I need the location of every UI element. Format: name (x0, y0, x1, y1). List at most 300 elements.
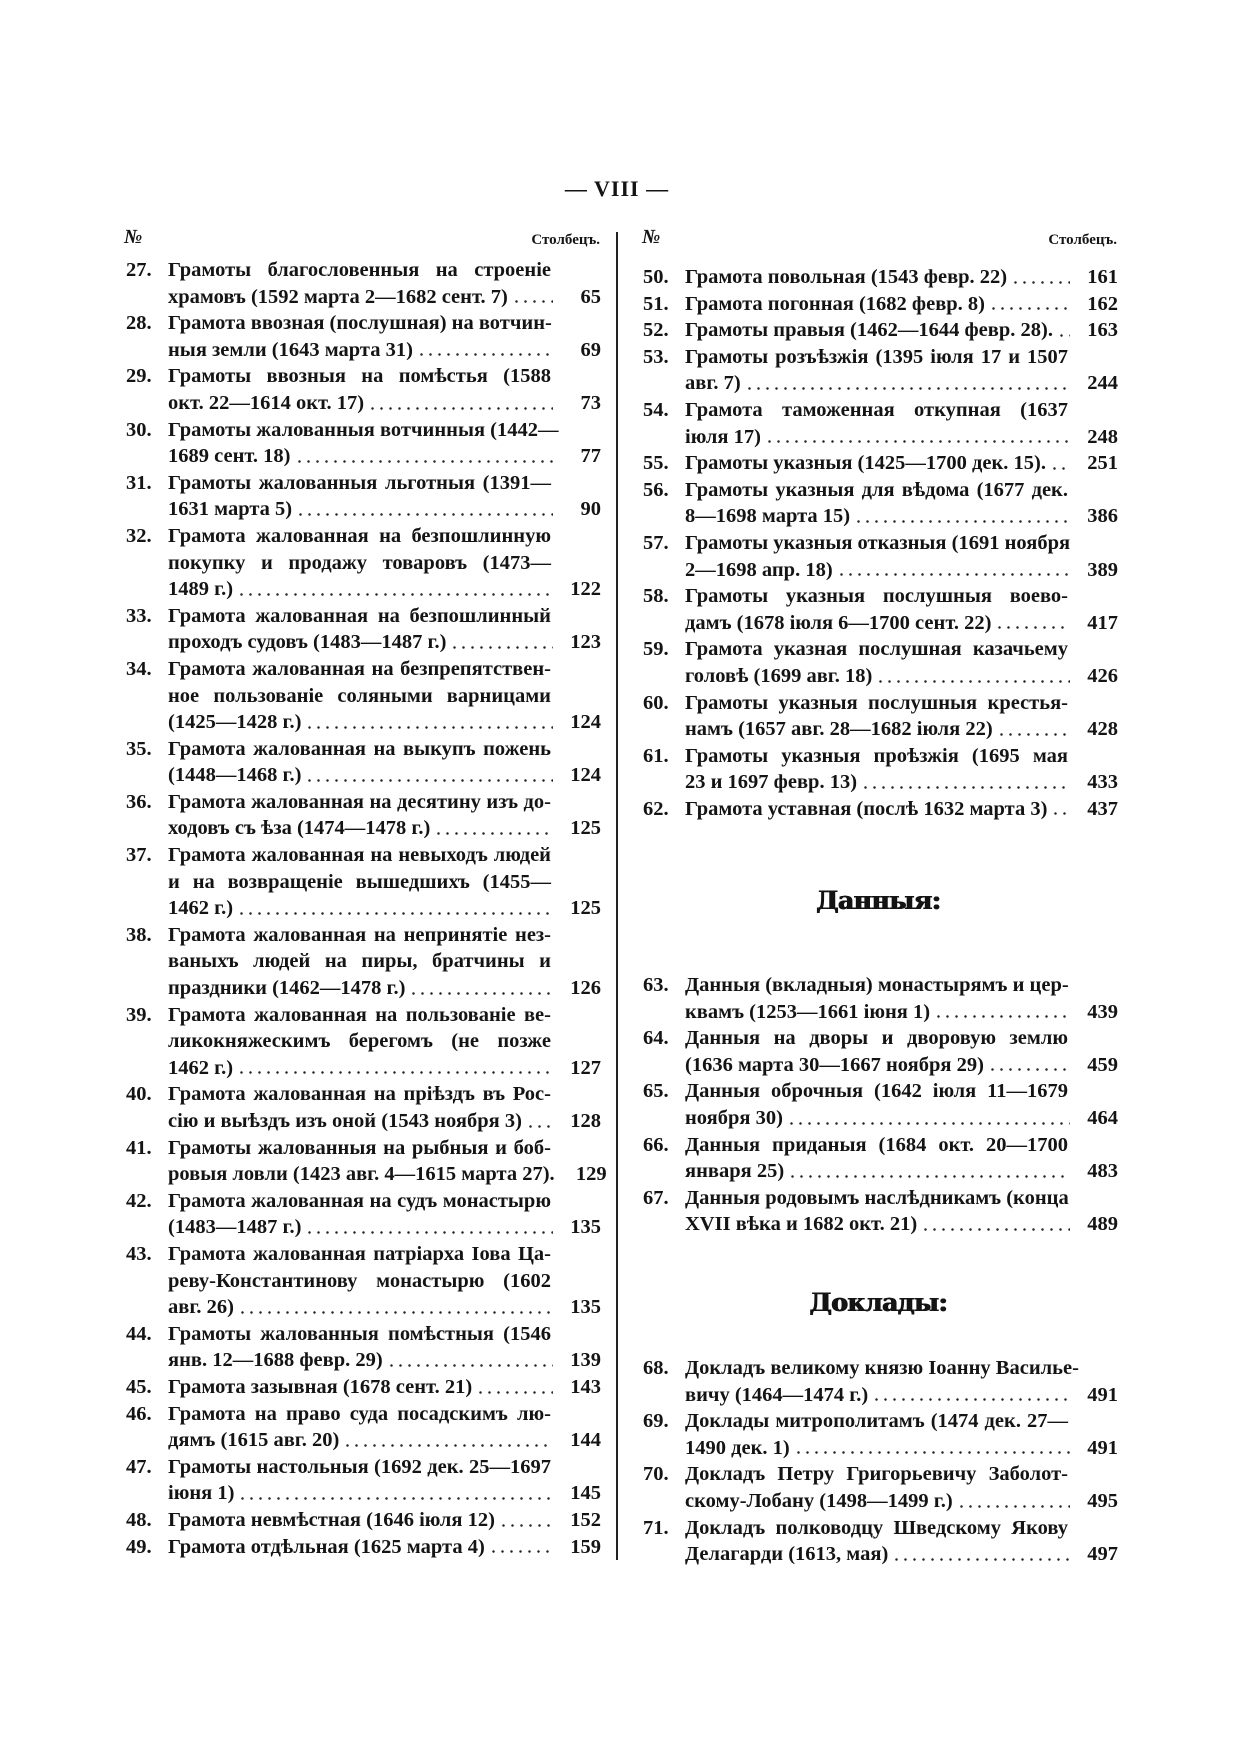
entry-number: 64. (643, 1027, 669, 1050)
entry-body (168, 1454, 601, 1507)
entry-line: Грамоты жалованныя на рыбныя и боб- (168, 1136, 551, 1159)
column-number: 163 (1087, 319, 1118, 342)
entry-line: Докладъ Петру Григорьевичу Заболот- (685, 1463, 1068, 1486)
toc-entry (643, 344, 1118, 397)
entry-line: Грамоты настольныя (1692 дек. 25—1697 (168, 1455, 551, 1478)
column-number: 497 (1087, 1543, 1118, 1566)
entry-last-line (168, 762, 601, 789)
dot-leader (305, 709, 553, 736)
entry-body (685, 972, 1118, 1025)
entry-body (168, 310, 601, 363)
entry-line: ровыя ловли (1423 авг. 4—1615 марта 27). (168, 1163, 555, 1186)
column-number: 128 (570, 1110, 601, 1132)
dot-leader (794, 1435, 1070, 1462)
entry-number: 42. (126, 1189, 152, 1212)
entry-last-line (168, 895, 601, 922)
toc-entry (126, 1401, 601, 1454)
dot-leader (526, 1108, 553, 1135)
entry-number: 67. (643, 1186, 669, 1209)
column-number: 483 (1087, 1160, 1118, 1183)
entry-line: (1483—1487 г.) (168, 1216, 302, 1239)
entry-line: Грамота повольная (1543 февр. 22) (685, 266, 1008, 288)
column-number: 139 (570, 1349, 601, 1372)
entry-body (168, 1374, 601, 1401)
column-number: 491 (1087, 1436, 1118, 1459)
column-number: 73 (580, 391, 601, 414)
entry-number: 36. (126, 790, 152, 813)
entry-number: 70. (643, 1463, 669, 1486)
entry-last-line (685, 317, 1118, 344)
entry-last-line (168, 709, 601, 736)
entry-last-line (685, 1105, 1118, 1132)
entry-line: и на возвращеніе вышедшихъ (1455— (168, 870, 551, 893)
column-number: 159 (570, 1535, 601, 1558)
dot-leader (512, 284, 553, 311)
entry-line: намъ (1657 авг. 28—1682 іюля 22) (685, 718, 993, 741)
entry-body (685, 690, 1118, 743)
toc-entry (126, 842, 601, 922)
entry-line: вичу (1464—1474 г.) (685, 1383, 869, 1406)
entry-line: 2—1698 апр. 18) (685, 558, 833, 581)
dot-leader (787, 1105, 1070, 1132)
entry-line: Грамота жалованная патріарха Іова Ца- (168, 1242, 551, 1265)
entry-line: ныя земли (1643 марта 31) (168, 338, 413, 361)
dot-leader (988, 1052, 1070, 1079)
toc-entry (126, 1081, 601, 1134)
dot-leader (1050, 450, 1070, 477)
entry-line: Грамота уставная (послѣ 1632 марта 3) (685, 797, 1048, 820)
entry-body (685, 743, 1118, 796)
column-number: 77 (580, 445, 601, 468)
section-heading-dannyya: Данныя: (816, 886, 941, 915)
entry-line: дамъ (1678 іюля 6—1700 сент. 22) (685, 611, 992, 634)
entry-last-line (168, 390, 601, 417)
number-sign-label: № (642, 226, 661, 248)
column-number: 135 (570, 1216, 601, 1239)
dot-leader (238, 1480, 553, 1507)
toc-entry (643, 583, 1118, 636)
column-number: 428 (1087, 718, 1118, 741)
toc-entry (126, 736, 601, 789)
entry-line: Грамота жалованная на пріѣздъ въ Рос- (168, 1083, 551, 1106)
entry-last-line (685, 291, 1118, 318)
dot-leader (876, 663, 1070, 690)
entry-last-line (685, 503, 1118, 530)
toc-entry (126, 310, 601, 363)
entry-body (685, 317, 1118, 344)
dot-leader (837, 557, 1070, 584)
entry-number: 51. (643, 292, 669, 315)
entry-line: авг. 7) (685, 372, 741, 395)
dot-leader (238, 1294, 553, 1321)
entry-last-line (168, 1534, 601, 1561)
entry-body (168, 1321, 601, 1374)
entry-line: 1689 сент. 18) (168, 445, 291, 468)
toc-entry (126, 417, 601, 470)
column-number: 69 (580, 338, 601, 361)
dot-leader (765, 424, 1070, 451)
column-number: 248 (1087, 425, 1118, 448)
entry-line: Грамота невмѣстная (1646 іюля 12) (168, 1508, 495, 1531)
entry-last-line (168, 1480, 601, 1507)
entry-line: сію и выѣздъ изъ оной (1543 ноября 3) (168, 1110, 522, 1132)
entry-body (168, 257, 601, 310)
toc-entry (643, 636, 1118, 689)
entry-body (685, 1185, 1118, 1238)
toc-entry (643, 450, 1118, 477)
toc-entry (643, 1515, 1118, 1568)
column-label: Столбецъ. (1048, 232, 1117, 248)
dot-leader (854, 503, 1070, 530)
dot-leader (450, 629, 553, 656)
toc-entry (126, 1374, 601, 1401)
entry-body (685, 1515, 1118, 1568)
toc-entry (126, 1507, 601, 1534)
entry-body (168, 603, 601, 656)
entry-last-line (685, 769, 1118, 796)
entry-line: Грамота жалованная на непринятіе нез- (168, 923, 551, 946)
entry-line: праздники (1462—1478 г.) (168, 977, 406, 1000)
toc-entry (126, 257, 601, 310)
column-number: 426 (1087, 664, 1118, 687)
entry-last-line (168, 496, 601, 523)
toc-entry (643, 1185, 1118, 1238)
entry-line: ваныхъ людей на пиры, братчины и (168, 950, 551, 973)
entry-number: 63. (643, 974, 669, 996)
entry-body (685, 1132, 1118, 1185)
column-number: 125 (570, 817, 601, 840)
toc-entry (643, 1025, 1118, 1078)
entry-last-line (685, 1211, 1118, 1238)
dot-leader (921, 1211, 1070, 1238)
entry-last-line (685, 1382, 1118, 1409)
entry-line: Грамота указная послушная казачьему (685, 638, 1068, 661)
column-number: 152 (570, 1508, 601, 1531)
entry-last-line (685, 424, 1118, 451)
entry-last-line (685, 663, 1118, 690)
entry-number: 34. (126, 657, 152, 680)
entry-body (685, 1355, 1118, 1408)
entry-body (685, 344, 1118, 397)
toc-entry (643, 1132, 1118, 1185)
column-number: 389 (1087, 558, 1118, 581)
entry-line: дямъ (1615 авг. 20) (168, 1429, 340, 1452)
toc-entry (643, 1408, 1118, 1461)
column-number: 90 (580, 498, 601, 521)
column-number: 124 (570, 711, 601, 734)
column-number: 144 (570, 1429, 601, 1452)
toc-entry (126, 1188, 601, 1241)
entry-number: 69. (643, 1410, 669, 1433)
entry-number: 35. (126, 737, 152, 760)
toc-entry (126, 470, 601, 523)
column-number: 464 (1087, 1106, 1118, 1129)
entry-last-line (685, 999, 1118, 1026)
entry-last-line (685, 1488, 1118, 1515)
entry-number: 31. (126, 471, 152, 494)
entry-line: 1462 г.) (168, 1056, 234, 1079)
entry-body (168, 417, 601, 470)
column-number: 145 (570, 1482, 601, 1505)
entry-line: Грамоты указныя (1425—1700 дек. 15). (685, 452, 1046, 475)
entry-line: 1490 дек. 1) (685, 1436, 790, 1459)
left-entry-list (126, 257, 607, 1560)
entry-line: Грамота таможенная откупная (1637 (685, 398, 1068, 421)
toc-entry (643, 690, 1118, 743)
entry-number: 40. (126, 1083, 152, 1106)
entry-line: Грамота погонная (1682 февр. 8) (685, 292, 986, 315)
entry-last-line (168, 1055, 601, 1082)
dot-leader (305, 762, 553, 789)
entry-line: авг. 26) (168, 1296, 234, 1319)
toc-entry (126, 1321, 601, 1374)
entry-body (168, 363, 601, 416)
dot-leader (499, 1507, 553, 1534)
entry-number: 28. (126, 312, 152, 335)
toc-entry (643, 796, 1118, 823)
entry-number: 48. (126, 1508, 152, 1531)
dot-leader (788, 1158, 1070, 1185)
entry-number: 45. (126, 1375, 152, 1398)
entry-last-line (168, 1294, 601, 1321)
entry-body (685, 583, 1118, 636)
toc-entry (126, 1002, 601, 1082)
entry-last-line (685, 1052, 1118, 1079)
entry-number: 65. (643, 1080, 669, 1103)
dot-leader (295, 443, 554, 470)
entry-number: 58. (643, 585, 669, 608)
entry-line: Грамоты указныя послушныя крестья- (685, 691, 1068, 714)
entry-body (685, 264, 1118, 291)
entry-line: Грамота жалованная на безпошлинный (168, 604, 551, 627)
entry-number: 66. (643, 1133, 669, 1156)
entry-body (685, 477, 1118, 530)
column-number: 129 (575, 1163, 607, 1186)
entry-number: 71. (643, 1516, 669, 1539)
entry-line: Грамоты правыя (1462—1644 февр. 28). (685, 319, 1053, 342)
toc-entry (643, 972, 1118, 1025)
dot-leader (387, 1347, 553, 1374)
column-number: 127 (570, 1056, 601, 1079)
entry-last-line (168, 576, 601, 603)
column-number: 489 (1087, 1213, 1118, 1236)
column-number: 161 (1087, 266, 1118, 288)
entry-number: 27. (126, 259, 152, 281)
column-number: 417 (1087, 611, 1118, 634)
entry-body (685, 291, 1118, 318)
entry-line: Грамоты указныя послушныя воево- (685, 585, 1068, 608)
entry-number: 56. (643, 478, 669, 501)
toc-entry (643, 477, 1118, 530)
entry-line: Грамота жалованная на пользованіе ве- (168, 1003, 551, 1026)
toc-entry (126, 1135, 607, 1188)
entry-body (168, 1534, 601, 1561)
dot-leader (409, 975, 553, 1002)
entry-line: Грамоты розъѣзжія (1395 іюля 17 и 1507 (685, 345, 1068, 368)
entry-body (168, 523, 601, 603)
entry-number: 68. (643, 1357, 669, 1379)
entry-last-line (168, 815, 601, 842)
toc-entry (643, 1078, 1118, 1131)
toc-entry (126, 603, 601, 656)
entry-body (685, 450, 1118, 477)
entry-number: 32. (126, 524, 152, 547)
entry-number: 53. (643, 345, 669, 368)
column-number: 126 (570, 977, 601, 1000)
entry-last-line (168, 1347, 601, 1374)
entry-line: Грамота жалованная на невыходъ людей (168, 844, 551, 867)
toc-entry (643, 397, 1118, 450)
entry-line: Грамоты указныя отказныя (1691 ноября (685, 531, 1071, 554)
entry-line: ноября 30) (685, 1106, 783, 1129)
dot-leader (745, 370, 1070, 397)
toc-entry (643, 264, 1118, 291)
entry-line: января 25) (685, 1160, 785, 1183)
column-number: 244 (1087, 372, 1118, 395)
entry-line: (1448—1468 г.) (168, 764, 302, 787)
entry-last-line (168, 1108, 601, 1135)
entry-body (685, 1025, 1118, 1078)
entry-line: Грамоты ввозныя на помѣстья (1588 (168, 365, 551, 388)
entry-line: проходъ судовъ (1483—1487 г.) (168, 631, 447, 654)
dot-leader (489, 1534, 553, 1561)
entry-body (168, 470, 601, 523)
entry-body (685, 1408, 1118, 1461)
toc-entry (126, 523, 601, 603)
section-heading-doklady: Доклады: (809, 1288, 948, 1317)
column-number: 459 (1087, 1053, 1118, 1076)
entry-number: 47. (126, 1455, 152, 1478)
entry-body (168, 1135, 607, 1188)
entry-number: 29. (126, 365, 152, 388)
entry-line: ходовъ съ ѣза (1474—1478 г.) (168, 817, 431, 840)
entry-last-line (685, 557, 1118, 584)
entry-line: Грамота жалованная на выкупъ пожень (168, 737, 551, 760)
column-number: 437 (1087, 797, 1118, 820)
entry-number: 59. (643, 638, 669, 661)
entry-body (168, 1241, 601, 1321)
column-number: 433 (1087, 771, 1118, 794)
entry-number: 50. (643, 266, 669, 288)
entry-last-line (685, 1435, 1118, 1462)
left-column-header (124, 226, 600, 254)
column-number: 491 (1087, 1383, 1118, 1406)
entry-body (685, 636, 1118, 689)
dot-leader (237, 1055, 553, 1082)
entry-body (685, 530, 1118, 583)
entry-last-line (168, 1161, 607, 1188)
entry-last-line (168, 1214, 601, 1241)
column-number: 65 (580, 285, 601, 308)
entry-number: 60. (643, 691, 669, 714)
entry-last-line (168, 443, 601, 470)
number-sign-label: № (124, 226, 143, 248)
column-label: Столбецъ. (531, 232, 600, 248)
entry-body (168, 656, 601, 736)
entry-last-line (685, 370, 1118, 397)
toc-entry (126, 1454, 601, 1507)
page-number: — VIII — (564, 176, 670, 201)
dot-leader (343, 1427, 553, 1454)
column-number: 251 (1087, 452, 1118, 475)
entry-last-line (168, 284, 601, 311)
entry-line: храмовъ (1592 марта 2—1682 сент. 7) (168, 285, 508, 308)
entry-body (168, 922, 601, 1002)
entry-line: головѣ (1699 авг. 18) (685, 664, 873, 687)
entry-line: Грамоты указныя проѣзжія (1695 мая (685, 744, 1068, 767)
entry-body (168, 1188, 601, 1241)
entry-line: окт. 22—1614 окт. 17) (168, 391, 365, 414)
entry-number: 52. (643, 319, 669, 342)
entry-body (168, 789, 601, 842)
entry-line: Доклады митрополитамъ (1474 дек. 27— (685, 1410, 1068, 1433)
toc-entry (126, 1534, 601, 1561)
entry-line: ное пользованіе соляными варницами (168, 684, 551, 707)
entry-line: іюля 17) (685, 425, 761, 448)
entry-line: (1425—1428 г.) (168, 711, 302, 734)
column-number: 135 (570, 1296, 601, 1319)
entry-line: Грамота зазывная (1678 сент. 21) (168, 1375, 473, 1398)
column-number: 162 (1087, 292, 1118, 315)
entry-last-line (168, 1374, 601, 1401)
entry-line: Грамота на право суда посадскимъ лю- (168, 1402, 551, 1425)
entry-line: Грамота жалованная на безпошлинную (168, 524, 551, 547)
dot-leader (368, 390, 553, 417)
entry-line: 1462 г.) (168, 897, 234, 920)
dot-leader (872, 1382, 1070, 1409)
entry-last-line (168, 1427, 601, 1454)
dot-leader (237, 895, 553, 922)
entry-line: Данныя оброчныя (1642 іюля 11—1679 (685, 1080, 1068, 1103)
entry-line: Грамота жалованная на безпрепятствен- (168, 657, 551, 680)
entry-line: Данныя на дворы и дворовую землю (685, 1027, 1068, 1050)
dot-leader (995, 610, 1070, 637)
entry-line: Грамоты благословенныя на строеніе (168, 259, 551, 281)
entry-last-line (168, 629, 601, 656)
column-number: 495 (1087, 1489, 1118, 1512)
column-divider (616, 232, 618, 1560)
dot-leader (934, 999, 1070, 1026)
column-number: 143 (570, 1375, 601, 1398)
toc-entry (643, 530, 1118, 583)
entry-line: ликокняжескимъ берегомъ (не позже (168, 1030, 551, 1053)
entry-last-line (168, 337, 601, 364)
entry-number: 54. (643, 398, 669, 421)
toc-entry (643, 743, 1118, 796)
right-entry-list (643, 264, 1118, 822)
entry-line: скому-Лобану (1498—1499 г.) (685, 1489, 953, 1512)
entry-line: покупку и продажу товаровъ (1473— (168, 551, 551, 574)
entry-line: 8—1698 марта 15) (685, 505, 851, 528)
dot-leader (305, 1214, 553, 1241)
dot-leader (476, 1374, 553, 1401)
entry-last-line (685, 716, 1118, 743)
entry-last-line (685, 1541, 1118, 1568)
entry-body (168, 1507, 601, 1534)
toc-entry (126, 789, 601, 842)
entry-line: Данныя родовымъ наслѣдникамъ (конца (685, 1186, 1069, 1209)
dot-leader (1057, 317, 1070, 344)
entry-number: 43. (126, 1242, 152, 1265)
column-number: 386 (1087, 505, 1118, 528)
entry-number: 44. (126, 1322, 152, 1345)
entry-line: Грамоты указныя для вѣдома (1677 дек. (685, 478, 1068, 501)
entry-line: Данныя приданыя (1684 окт. 20—1700 (685, 1133, 1068, 1156)
entry-line: Докладъ великому князю Іоанну Василье- (685, 1357, 1079, 1379)
entry-line: Делагарди (1613, мая) (685, 1543, 889, 1566)
entry-line: Докладъ полководцу Шведскому Якову (685, 1516, 1068, 1539)
entry-number: 39. (126, 1003, 152, 1026)
